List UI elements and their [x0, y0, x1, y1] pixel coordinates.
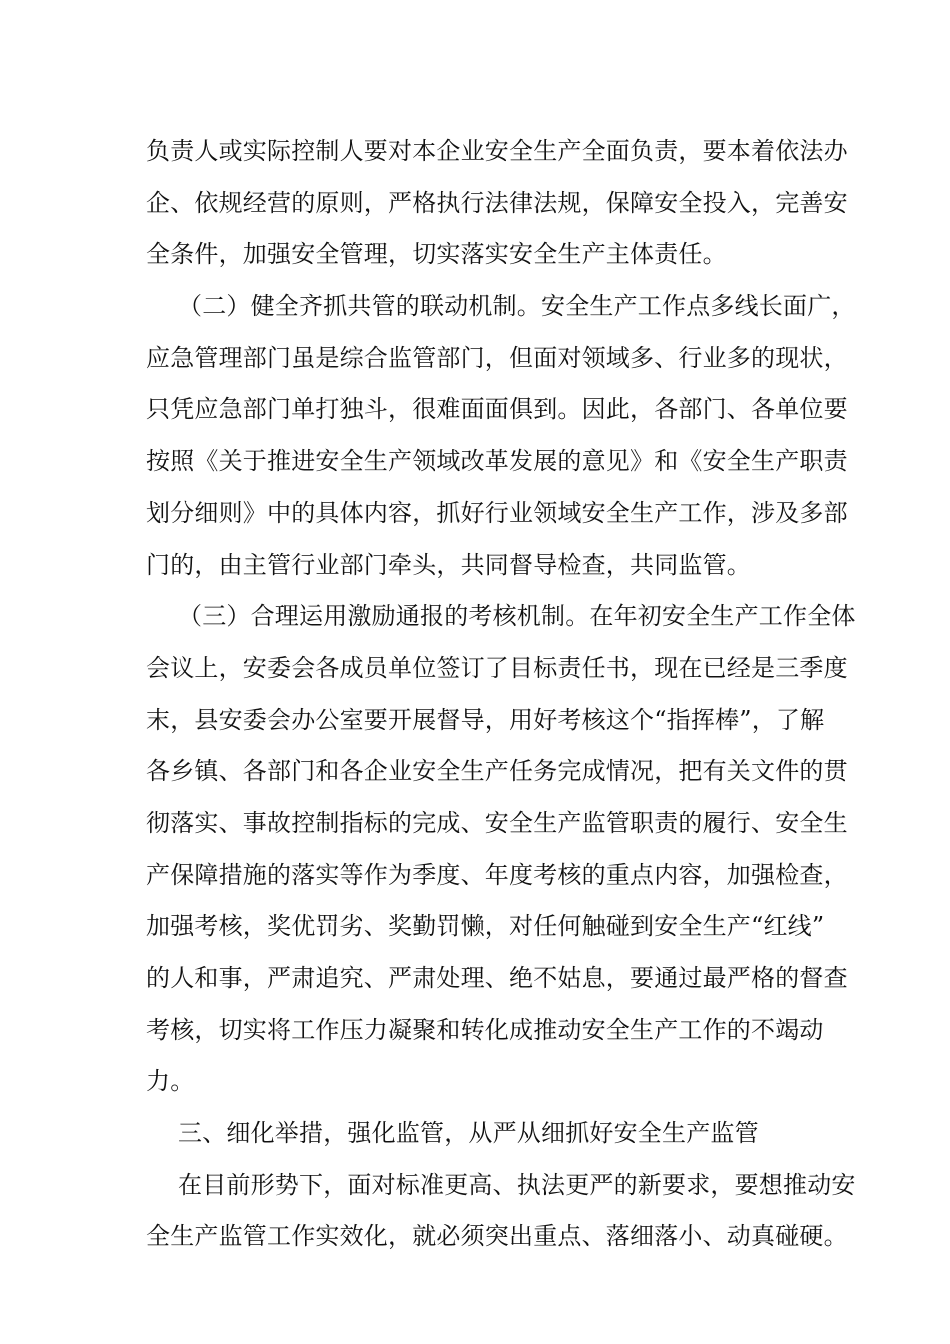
- text-line-5: 应急管理部门虽是综合监管部门，但面对领域多、行业多的现状，: [146, 343, 848, 372]
- text-line-16: 加强考核，奖优罚劣、奖勤罚懒，对任何触碰到安全生产“红线”: [146, 912, 825, 941]
- text-line-1: 负责人或实际控制人要对本企业安全生产全面负责，要本着依法办: [146, 137, 848, 165]
- text-line-3: 全条件，加强安全管理，切实落实安全生产主体责任。: [146, 240, 727, 269]
- text-line-15: 产保障措施的落实等作为季度、年度考核的重点内容，加强检查，: [146, 860, 848, 889]
- text-line-21: 在目前形势下，面对标准更高、执法更严的新要求，要想推动安: [178, 1170, 856, 1199]
- text-line-12: 末，县安委会办公室要开展督导，用好考核这个“指挥棒”，了解: [146, 705, 825, 734]
- text-line-18: 考核，切实将工作压力凝聚和转化成推动安全生产工作的不竭动: [146, 1015, 824, 1044]
- text-line-14: 彻落实、事故控制指标的完成、安全生产监管职责的履行、安全生: [146, 808, 848, 837]
- main-heading-3: 三、细化举措，强化监管，从严从细抓好安全生产监管: [178, 1119, 759, 1148]
- text-line-13: 各乡镇、各部门和各企业安全生产任务完成情况，把有关文件的贯: [146, 757, 848, 786]
- section-heading-3: （三）合理运用激励通报的考核机制。在年初安全生产工作全体: [178, 602, 856, 631]
- text-line-22: 全生产监管工作实效化，就必须突出重点、落细落小、动真碰硬。: [146, 1222, 848, 1251]
- document-page: [146, 126, 856, 1263]
- text-line-17: 的人和事，严肃追究、严肃处理、绝不姑息，要通过最严格的督查: [146, 964, 848, 992]
- text-line-9: 门的，由主管行业部门牵头，共同督导检查，共同监管。: [146, 550, 751, 579]
- text-line-2: 企、依规经营的原则，严格执行法律法规，保障安全投入，完善安: [146, 188, 848, 217]
- text-line-7: 按照《关于推进安全生产领域改革发展的意见》和《安全生产职责: [146, 447, 848, 476]
- section-heading-2: （二）健全齐抓共管的联动机制。安全生产工作点多线长面广，: [178, 292, 856, 321]
- text-line-6: 只凭应急部门单打独斗，很难面面俱到。因此，各部门、各单位要: [146, 395, 848, 424]
- text-line-11: 会议上，安委会各成员单位签订了目标责任书，现在已经是三季度: [146, 653, 848, 682]
- text-line-8: 划分细则》中的具体内容，抓好行业领域安全生产工作，涉及多部: [146, 498, 848, 527]
- text-line-19: 力。: [146, 1067, 195, 1096]
